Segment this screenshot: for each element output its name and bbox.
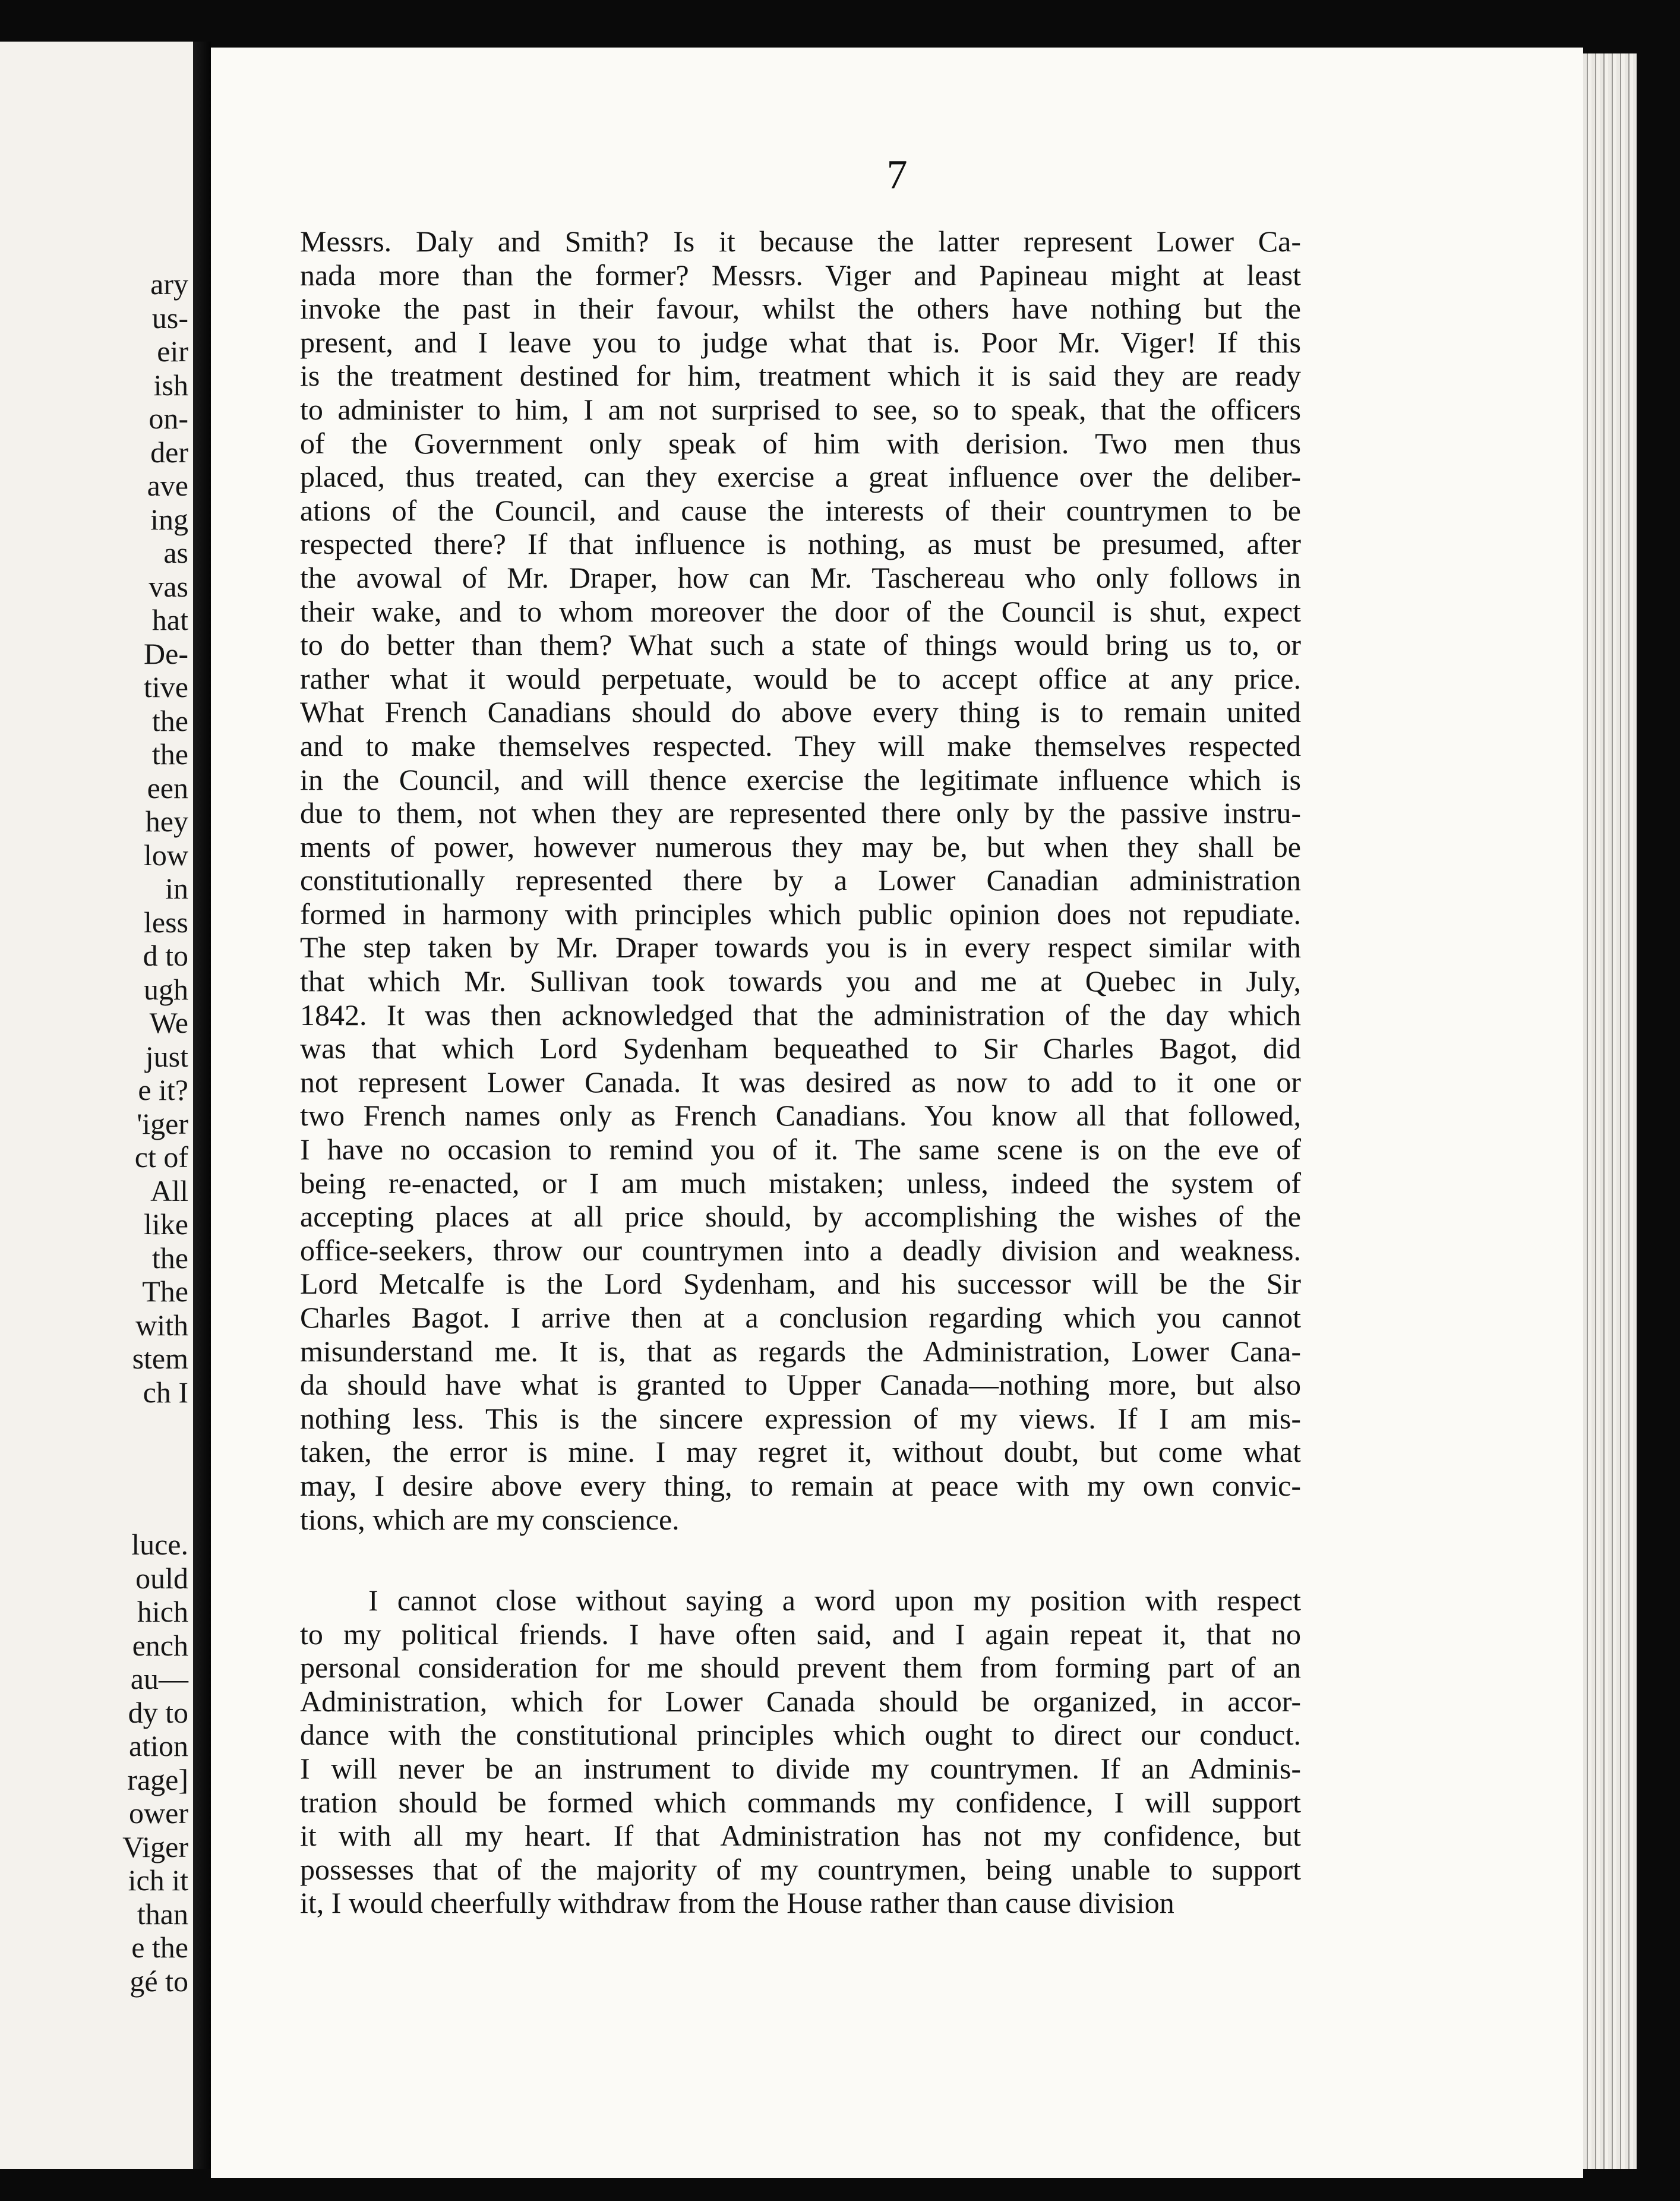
text-line: being re-enacted, or I am much mistaken; unless, indeed the system of (300, 1166, 1301, 1200)
text-line: taken, the error is mine. I may regret it, without doubt, but come what (300, 1435, 1301, 1469)
text-line: formed in harmony with principles which public opinion does not repudiate. (300, 897, 1301, 931)
left-page-line: au— (130, 1662, 188, 1695)
text-line: to do better than them? What such a state of things would bring us to, or (300, 628, 1301, 662)
text-line: to administer to him, I am not surprised to see, so to speak, that the officers (300, 392, 1301, 426)
left-page-line: ation (129, 1729, 188, 1762)
left-page-line: ould (135, 1561, 188, 1595)
left-page-line: eir (157, 335, 188, 368)
text-line: da should have what is granted to Upper Canada—nothing more, but also (300, 1368, 1301, 1402)
left-page-line: All (150, 1174, 188, 1207)
text-line: to my political friends. I have often said, and I again repeat it, that no (300, 1617, 1301, 1651)
text-line: constitutionally represented there by a Lower Canadian administration (300, 863, 1301, 897)
text-line: The step taken by Mr. Draper towards you is in every respect similar with (300, 931, 1301, 964)
text-line: it with all my heart. If that Administration has not my confidence, but (300, 1819, 1301, 1853)
left-page-line: rage] (127, 1762, 188, 1796)
text-line: 1842. It was then acknowledged that the administration of the day which (300, 998, 1301, 1032)
book-gutter (193, 42, 211, 2169)
left-page-line: the (151, 1241, 188, 1275)
text-line: What French Canadians should do above every thing is to remain united (300, 695, 1301, 729)
left-page-line: the (151, 704, 188, 737)
text-line: possesses that of the majority of my countrymen, being unable to support (300, 1852, 1301, 1886)
text-line: is the treatment destined for him, treatment which it is said they are ready (300, 359, 1301, 393)
text-line: ments of power, however numerous they may be, but when they shall be (300, 830, 1301, 863)
left-page-line: ish (153, 368, 188, 402)
left-page-line: We (149, 1006, 188, 1039)
text-line: it, I would cheerfully withdraw from the House rather than cause division (300, 1886, 1174, 1920)
left-page-line: 'iger (137, 1106, 188, 1140)
text-line: dance with the constitutional principles which ought to direct our conduct. (300, 1718, 1301, 1752)
left-page-line: hat (151, 603, 188, 636)
text-line: two French names only as French Canadians. You know all that followed, (300, 1099, 1301, 1133)
left-page-line: as (163, 536, 188, 569)
left-page-line: ower (129, 1796, 188, 1830)
text-line: invoke the past in their favour, whilst the others have nothing but the (300, 292, 1301, 326)
left-page-line: Viger (122, 1830, 188, 1863)
left-page-line: in (165, 872, 188, 905)
left-page-line: the (151, 737, 188, 771)
left-page-text-bottom (122, 1528, 188, 1998)
text-line: I have no occasion to remind you of it. The same scene is on the eve of (300, 1133, 1301, 1166)
text-line: present, and I leave you to judge what that is. Poor Mr. Viger! If this (300, 325, 1301, 359)
left-page-line: een (147, 771, 188, 805)
left-page-line: stem (132, 1342, 188, 1375)
text-line: Lord Metcalfe is the Lord Sydenham, and his successor will be the Sir (300, 1267, 1301, 1301)
text-line: accepting places at all price should, by accomplishing the wishes of the (300, 1200, 1301, 1234)
text-line: respected there? If that influence is nothing, as must be presumed, after (300, 527, 1301, 561)
text-line: not represent Lower Canada. It was desired as now to add to it one or (300, 1065, 1301, 1099)
left-page-line: De- (144, 636, 188, 670)
left-page-line: less (144, 905, 188, 939)
text-line: misunderstand me. It is, that as regards the Administration, Lower Cana- (300, 1334, 1301, 1368)
text-line: Administration, which for Lower Canada should be organized, in accor- (300, 1684, 1301, 1718)
left-page-line: hich (137, 1595, 188, 1628)
left-page-line: ave (147, 469, 188, 502)
left-page-line: ary (150, 267, 188, 301)
text-line: due to them, not when they are represented there only by the passive instru- (300, 796, 1301, 830)
left-page-line: e it? (138, 1073, 188, 1106)
text-line: I cannot close without saying a word upon my position with respect (368, 1584, 1301, 1617)
text-line: office-seekers, throw our countrymen into a deadly division and weakness. (300, 1233, 1301, 1267)
text-line: of the Government only speak of him with derision. Two men thus (300, 426, 1301, 460)
paragraph-2 (300, 1584, 1301, 1920)
left-page-line: just (145, 1039, 188, 1073)
text-line: rather what it would perpetuate, would be to accept office at any price. (300, 661, 1301, 695)
text-line: may, I desire above every thing, to remain at peace with my own convic- (300, 1468, 1301, 1502)
left-page-line: dy to (128, 1695, 188, 1729)
page-number: 7 (886, 152, 908, 198)
left-page-line: ich it (128, 1863, 188, 1897)
left-page-text (122, 267, 188, 1998)
right-page (211, 48, 1583, 2178)
text-line: the avowal of Mr. Draper, how can Mr. Taschereau who only follows in (300, 560, 1301, 594)
text-line: was that which Lord Sydenham bequeathed to Sir Charles Bagot, did (300, 1032, 1301, 1065)
left-page-line: on- (149, 402, 188, 435)
left-page-line: ing (150, 502, 188, 536)
left-page-line: than (137, 1897, 188, 1931)
left-page-line: gé to (130, 1964, 188, 1998)
paragraph-1 (300, 225, 1301, 1536)
text-line: ations of the Council, and cause the interests of their countrymen to be (300, 493, 1301, 527)
left-page-line: low (144, 838, 188, 872)
text-line: placed, thus treated, can they exercise a great influence over the deliber- (300, 460, 1301, 494)
left-page-line: us- (151, 301, 188, 335)
left-page-line: with (135, 1308, 188, 1342)
text-line: tration should be formed which commands my confidence, I will support (300, 1785, 1301, 1819)
text-line: their wake, and to whom moreover the door of the Council is shut, expect (300, 594, 1301, 628)
text-line: I will never be an instrument to divide my countrymen. If an Adminis- (300, 1751, 1301, 1785)
left-page-line: d to (143, 939, 188, 972)
left-page-line: der (150, 435, 188, 469)
left-page-line: tive (144, 670, 188, 704)
text-line: personal consideration for me should prevent them from forming part of an (300, 1651, 1301, 1685)
left-page-line: ench (132, 1628, 188, 1662)
left-page-line: e the (131, 1931, 188, 1964)
page-edges (1583, 53, 1637, 2169)
left-page-line: ugh (144, 972, 188, 1006)
left-page-line: ct of (134, 1140, 188, 1174)
left-page-line: ch I (143, 1375, 188, 1409)
left-page-line: The (142, 1275, 188, 1308)
left-page-line: hey (145, 805, 188, 838)
text-line: Charles Bagot. I arrive then at a conclusion regarding which you cannot (300, 1301, 1301, 1334)
left-page-fragment (0, 42, 193, 2169)
text-line: nada more than the former? Messrs. Viger and Papineau might at least (300, 258, 1301, 292)
text-line: and to make themselves respected. They will make themselves respected (300, 729, 1301, 762)
text-line: Messrs. Daly and Smith? Is it because the latter represent Lower Ca- (300, 225, 1301, 258)
left-page-line: like (144, 1207, 188, 1241)
text-line: nothing less. This is the sincere expression of my views. If I am mis- (300, 1401, 1301, 1435)
text-line: in the Council, and will thence exercise the legitimate influence which is (300, 762, 1301, 796)
left-page-line: luce. (131, 1528, 188, 1561)
text-line: that which Mr. Sullivan took towards you and me at Quebec in July, (300, 964, 1301, 998)
left-page-line: vas (149, 569, 188, 603)
left-page-text-top (122, 267, 188, 1409)
text-line: tions, which are my conscience. (300, 1502, 680, 1536)
left-page-gap (122, 1409, 188, 1528)
